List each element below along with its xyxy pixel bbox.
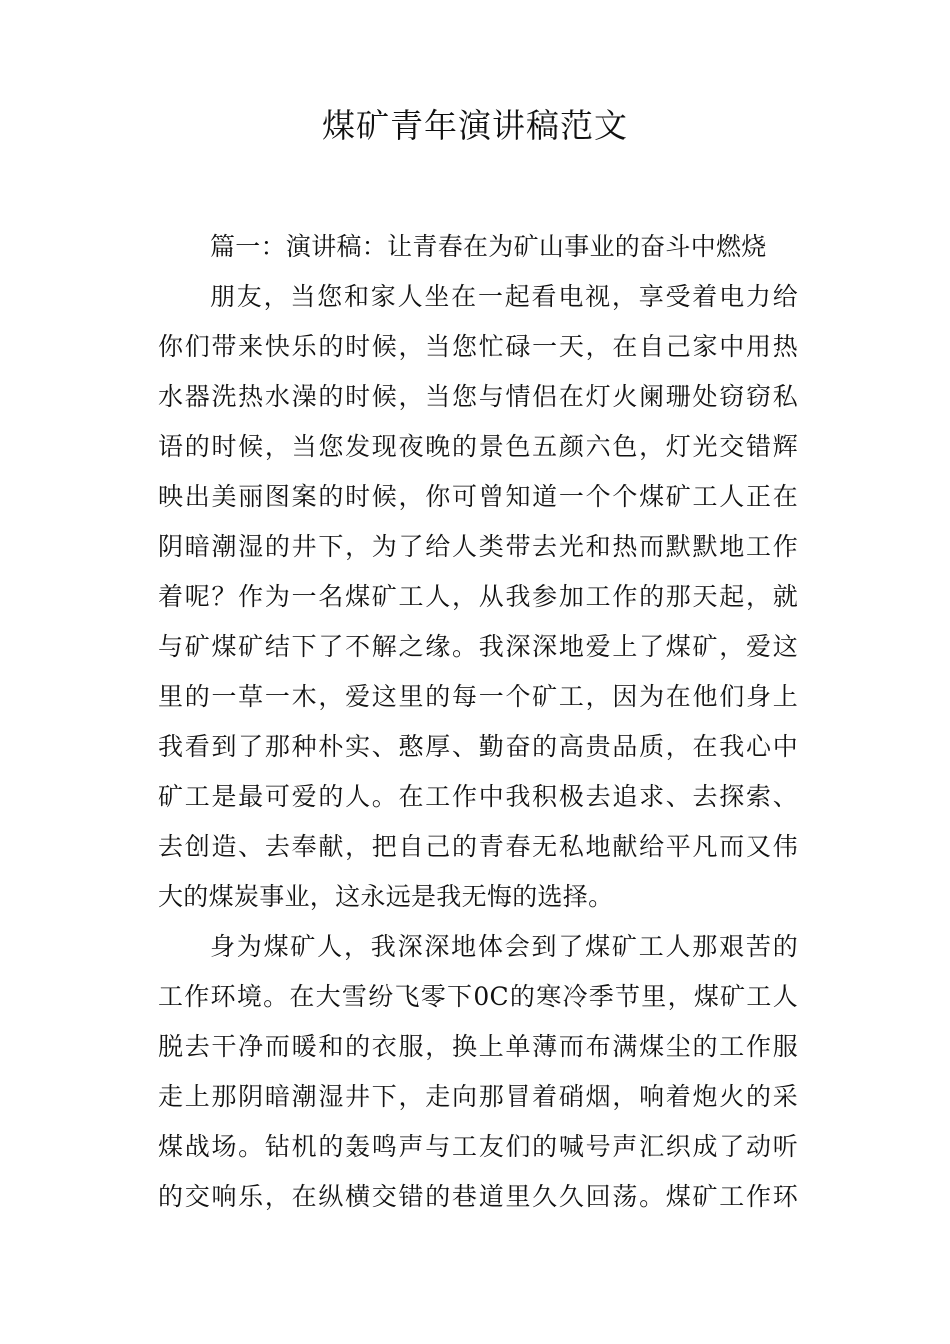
paragraph-1-line: 与矿煤矿结下了不解之缘。我深深地爱上了煤矿，爱这 [158, 632, 798, 661]
paragraph-1-line: 矿工是最可爱的人。在工作中我积极去追求、去探索、 [158, 782, 798, 811]
paragraph-1-line: 阴暗潮湿的井下，为了给人类带去光和热而默默地工作 [158, 532, 798, 561]
paragraph-2-line: 脱去干净而暖和的衣服，换上单薄而布满煤尘的工作服 [158, 1032, 798, 1061]
paragraph-1-line: 我看到了那种朴实、憨厚、勤奋的高贵品质，在我心中 [158, 732, 798, 761]
paragraph-1-line: 映出美丽图案的时候，你可曾知道一个个煤矿工人正在 [158, 482, 798, 511]
paragraph-2-line: 的交响乐，在纵横交错的巷道里久久回荡。煤矿工作环 [158, 1182, 798, 1211]
paragraph-2-line: 走上那阴暗潮湿井下，走向那冒着硝烟，响着炮火的采 [158, 1082, 798, 1111]
paragraph-1-line: 大的煤炭事业，这永远是我无悔的选择。 [158, 882, 614, 911]
paragraph-1-line: 朋友，当您和家人坐在一起看电视，享受着电力给 [210, 282, 798, 311]
paragraph-1-line: 你们带来快乐的时候，当您忙碌一天，在自己家中用热 [158, 332, 798, 361]
section-heading: 篇一：演讲稿：让青春在为矿山事业的奋斗中燃烧 [210, 232, 767, 261]
document-title: 煤矿青年演讲稿范文 [322, 106, 628, 145]
paragraph-2 [158, 922, 798, 1222]
paragraph-1 [158, 272, 798, 922]
paragraph-1-line: 语的时候，当您发现夜晚的景色五颜六色，灯光交错辉 [158, 432, 798, 461]
document-body [158, 222, 798, 1222]
paragraph-1-line: 水器洗热水澡的时候，当您与情侣在灯火阑珊处窃窃私 [158, 382, 798, 411]
paragraph-1-line: 里的一草一木，爱这里的每一个矿工，因为在他们身上 [158, 682, 798, 711]
paragraph-1-line: 着呢？作为一名煤矿工人，从我参加工作的那天起，就 [158, 582, 798, 611]
paragraph-1-line: 去创造、去奉献，把自己的青春无私地献给平凡而又伟 [158, 832, 798, 861]
paragraph-2-line: 身为煤矿人，我深深地体会到了煤矿工人那艰苦的 [210, 932, 798, 961]
paragraph-2-line: 工作环境。在大雪纷飞零下0C的寒冷季节里，煤矿工人 [158, 982, 798, 1011]
paragraph-2-line: 煤战场。钻机的轰鸣声与工友们的喊号声汇织成了动听 [158, 1132, 798, 1161]
